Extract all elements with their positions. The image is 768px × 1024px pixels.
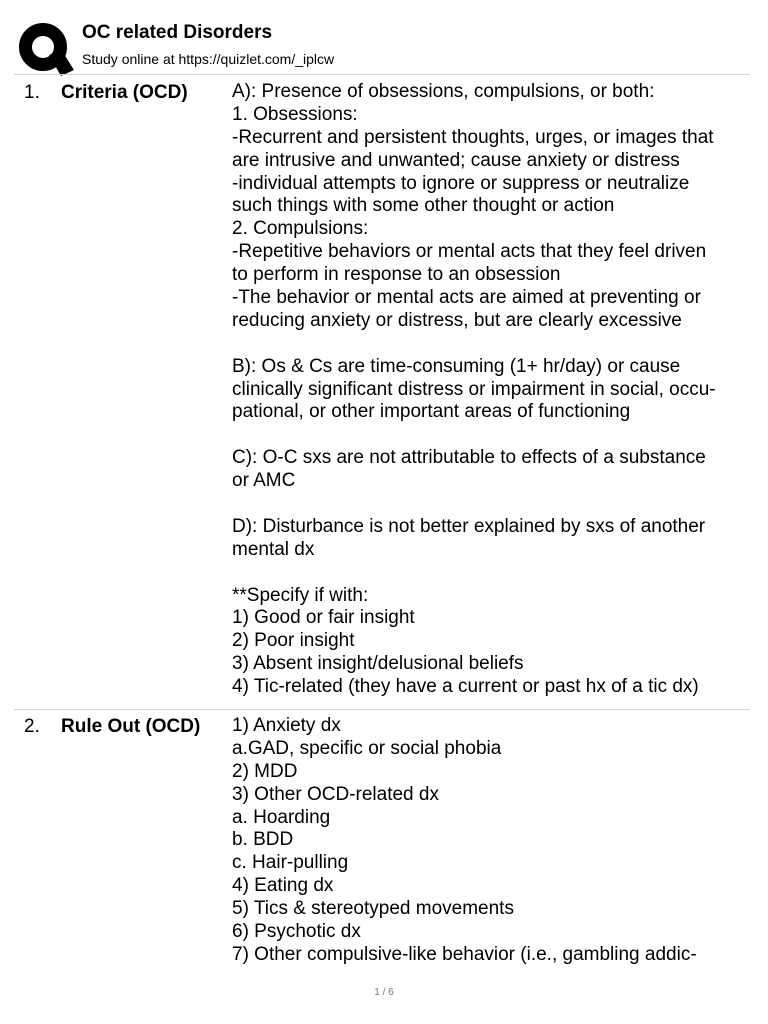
definition-line: B): Os & Cs are time-consuming (1+ hr/day) or cause <box>232 355 681 377</box>
definition-line: mental dx <box>232 538 315 560</box>
definition-line: 3) Absent insight/delusional beliefs <box>232 653 524 675</box>
definition-line: 5) Tics & stereotyped movements <box>232 898 514 920</box>
definition-line <box>232 493 752 516</box>
card-term: Criteria (OCD) <box>61 82 188 103</box>
definition-line: A): Presence of obsessions, compulsions, or both: <box>232 81 655 102</box>
definition-line: 2) MDD <box>232 760 298 782</box>
definition-line: pational, or other important areas of functioning <box>232 401 631 423</box>
definition-line: a.GAD, specific or social phobia <box>232 737 502 759</box>
definition-line: 1) Good or fair insight <box>232 607 415 629</box>
definition-line: a. Hoarding <box>232 806 331 828</box>
card-term: Rule Out (OCD) <box>61 716 201 737</box>
definition-line: 7) Other compulsive-like behavior (i.e., gambling addic- <box>232 943 697 965</box>
definition-line <box>232 562 752 585</box>
card-number: 2. <box>24 716 40 737</box>
card-divider <box>14 709 750 710</box>
card-definition <box>232 81 752 699</box>
definition-line: 3) Other OCD-related dx <box>232 783 439 805</box>
definition-line: c. Hair-pulling <box>232 852 349 874</box>
header-divider <box>14 74 750 75</box>
definition-line <box>232 424 752 447</box>
definition-line: 4) Eating dx <box>232 875 334 897</box>
document-title: OC related Disorders <box>82 22 273 43</box>
definition-line: are intrusive and unwanted; cause anxiety or distress <box>232 149 680 171</box>
definition-line: 2. Compulsions: <box>232 218 369 240</box>
definition-line: 6) Psychotic dx <box>232 921 361 943</box>
definition-line: reducing anxiety or distress, but are clearly excessive <box>232 309 682 331</box>
study-online-link[interactable]: Study online at https://quizlet.com/_iplcw <box>82 51 335 67</box>
definition-line: 4) Tic-related (they have a current or past hx of a tic dx) <box>232 676 699 698</box>
definition-line: C): O-C sxs are not attributable to effects of a substance <box>232 447 706 469</box>
definition-line: D): Disturbance is not better explained by sxs of another <box>232 515 706 537</box>
definition-line: or AMC <box>232 470 296 492</box>
definition-line: -individual attempts to ignore or suppress or neutralize <box>232 172 690 194</box>
definition-line: b. BDD <box>232 829 294 851</box>
document-header <box>0 0 768 74</box>
definition-line: 1) Anxiety dx <box>232 715 341 736</box>
definition-line: such things with some other thought or action <box>232 195 615 217</box>
definition-line: 2) Poor insight <box>232 630 355 652</box>
definition-line: -The behavior or mental acts are aimed at preventing or <box>232 287 701 309</box>
definition-line: **Specify if with: <box>232 584 369 606</box>
page-indicator: 1 / 6 <box>374 987 394 998</box>
definition-line <box>232 333 752 356</box>
definition-line: -Repetitive behaviors or mental acts that they feel driven <box>232 241 707 263</box>
definition-line: to perform in response to an obsession <box>232 264 561 286</box>
card-definition <box>232 715 752 967</box>
card-number: 1. <box>24 82 40 103</box>
definition-line: 1. Obsessions: <box>232 103 358 125</box>
definition-line: clinically significant distress or impairment in social, occu- <box>232 378 716 400</box>
quizlet-logo-icon <box>18 20 74 76</box>
definition-line: -Recurrent and persistent thoughts, urges, or images that <box>232 126 714 148</box>
